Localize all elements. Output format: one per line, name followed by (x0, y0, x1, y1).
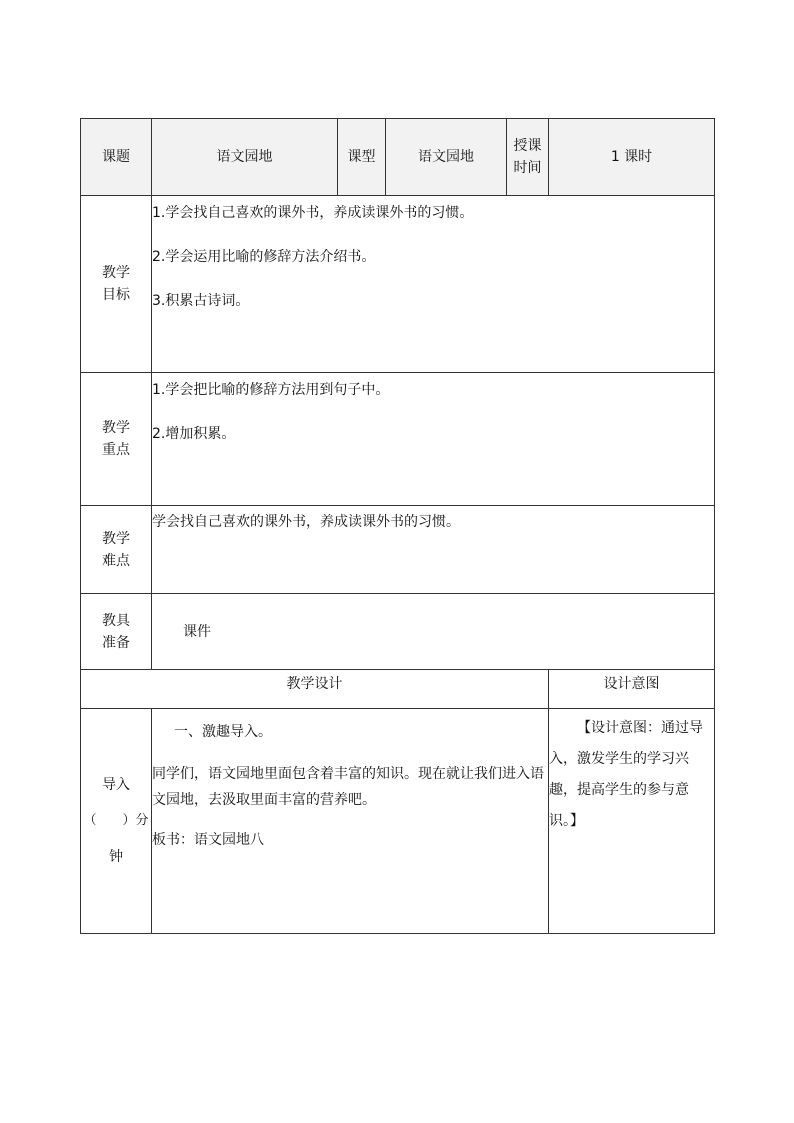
subject-value: 语文园地 (152, 119, 338, 196)
intro-heading: 一、激趣导入。 (174, 724, 272, 740)
objective-item: 2.学会运用比喻的修辞方法介绍书。 (152, 249, 376, 265)
difficulties-label-line-2: 难点 (102, 552, 130, 569)
intro-content (152, 709, 549, 934)
key-points-label (81, 373, 152, 506)
difficulties-label-line-1: 教学 (102, 530, 130, 547)
lesson-plan-table (80, 118, 715, 934)
time-value: 1 课时 (549, 119, 715, 196)
key-points-label-line-1: 教学 (102, 420, 130, 436)
intro-intent-text: 【设计意图：通过导入，激发学生的学习兴趣，提高学生的参与意识。】 (549, 720, 703, 829)
materials-label-line-1: 教具 (102, 612, 130, 629)
time-label-line-1: 授课 (513, 138, 542, 154)
materials-label-line-2: 准备 (102, 634, 130, 651)
intro-intent (549, 709, 715, 934)
materials-label (81, 594, 152, 670)
time-label (507, 119, 549, 196)
intro-row (81, 709, 715, 934)
difficulties-label (81, 506, 152, 594)
objectives-row (81, 196, 715, 373)
difficulties-content (152, 506, 715, 594)
objectives-content (152, 196, 715, 373)
materials-content (152, 594, 715, 670)
objectives-label (81, 196, 152, 373)
key-point-item: 2.增加积累。 (152, 426, 236, 442)
objective-item: 3.积累古诗词。 (152, 293, 250, 309)
objectives-label-line-2: 目标 (102, 287, 130, 303)
subject-label: 课题 (81, 119, 152, 196)
intro-paragraph: 同学们，语文园地里面包含着丰富的知识。现在就让我们进入语文园地，去汲取里面丰富的营养吧。 (152, 766, 544, 808)
intro-label (81, 709, 152, 934)
difficulties-text: 学会找自己喜欢的课外书，养成读课外书的习惯。 (152, 514, 460, 530)
design-right-header: 设计意图 (549, 670, 715, 709)
materials-text: 课件 (183, 623, 211, 640)
time-label-line-2: 时间 (513, 160, 542, 176)
key-point-item: 1.学会把比喻的修辞方法用到句子中。 (152, 382, 390, 398)
intro-label-line-2: （ ）分 (83, 813, 149, 828)
key-points-row (81, 373, 715, 506)
type-value: 语文园地 (386, 119, 507, 196)
materials-row (81, 594, 715, 670)
intro-board-writing: 板书：语文园地八 (152, 832, 264, 848)
difficulties-row (81, 506, 715, 594)
design-header-row (81, 670, 715, 709)
key-points-label-line-2: 重点 (102, 442, 130, 458)
intro-label-line-3: 钟 (109, 849, 123, 865)
objectives-label-line-1: 教学 (102, 265, 130, 281)
header-row (81, 119, 715, 196)
type-label: 课型 (338, 119, 386, 196)
intro-label-line-1: 导入 (102, 777, 130, 793)
key-points-content (152, 373, 715, 506)
design-left-header: 教学设计 (81, 670, 549, 709)
objective-item: 1.学会找自己喜欢的课外书，养成读课外书的习惯。 (152, 205, 474, 221)
